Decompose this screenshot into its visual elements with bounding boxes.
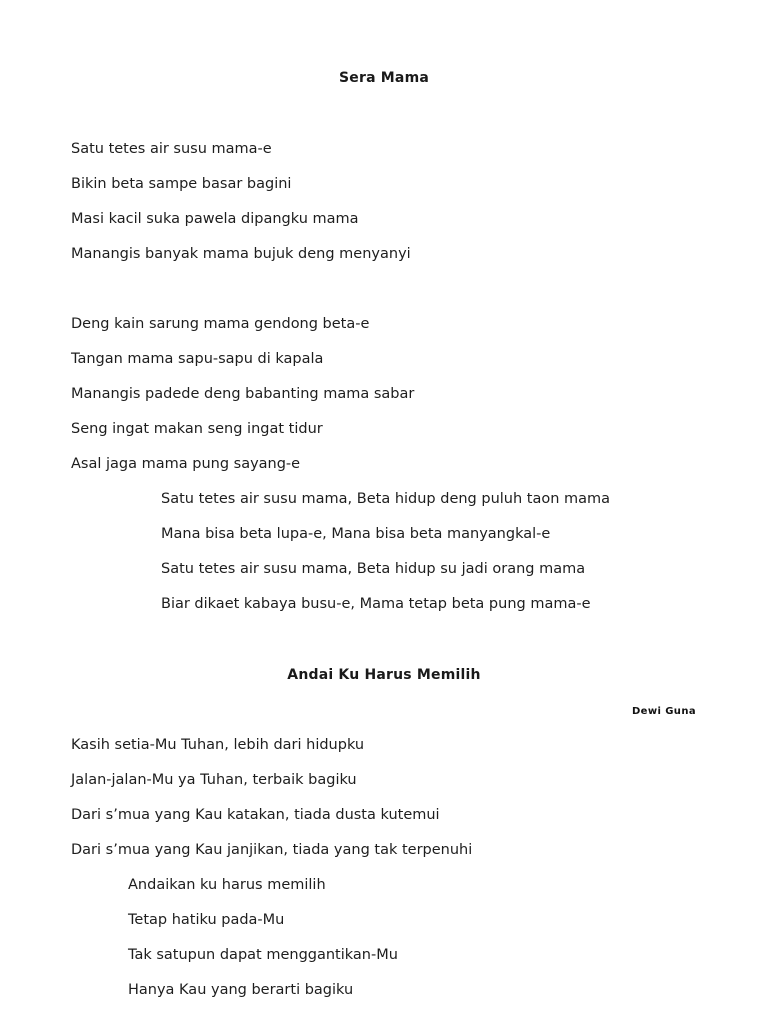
song-author: Dewi Guna bbox=[631, 706, 696, 717]
song-title: Andai Ku Harus Memilih bbox=[287, 667, 481, 683]
lyric-line: Dari s’mua yang Kau janjikan, tiada yang tak terpenuhi bbox=[71, 842, 473, 858]
lyric-line: Deng kain sarung mama gendong beta-e bbox=[71, 316, 370, 332]
lyric-line: Manangis banyak mama bujuk deng menyanyi bbox=[71, 246, 411, 262]
lyric-line: Seng ingat makan seng ingat tidur bbox=[71, 421, 323, 437]
chorus-line: Satu tetes air susu mama, Beta hidup deng puluh taon mama bbox=[161, 491, 611, 507]
lyric-line: Satu tetes air susu mama-e bbox=[71, 141, 272, 157]
lyric-line: Dari s’mua yang Kau katakan, tiada dusta kutemui bbox=[71, 807, 440, 823]
lyric-line: Bikin beta sampe basar bagini bbox=[71, 176, 292, 192]
lyric-line: Jalan-jalan-Mu ya Tuhan, terbaik bagiku bbox=[71, 772, 357, 788]
song-title: Sera Mama bbox=[338, 70, 430, 86]
chorus-line: Satu tetes air susu mama, Beta hidup su jadi orang mama bbox=[161, 561, 586, 577]
chorus-line: Biar dikaet kabaya busu-e, Mama tetap beta pung mama-e bbox=[161, 596, 591, 612]
lyric-line: Tangan mama sapu-sapu di kapala bbox=[71, 351, 324, 367]
chorus-line: Hanya Kau yang berarti bagiku bbox=[128, 982, 354, 998]
chorus-line: Mana bisa beta lupa-e, Mana bisa beta manyangkal-e bbox=[161, 526, 551, 542]
lyric-line: Masi kacil suka pawela dipangku mama bbox=[71, 211, 359, 227]
lyric-line: Kasih setia-Mu Tuhan, lebih dari hidupku bbox=[71, 737, 365, 753]
chorus-line: Andaikan ku harus memilih bbox=[128, 877, 326, 893]
lyric-line: Asal jaga mama pung sayang-e bbox=[71, 456, 301, 472]
chorus-line: Tak satupun dapat menggantikan-Mu bbox=[128, 947, 398, 963]
chorus-line: Tetap hatiku pada-Mu bbox=[128, 912, 285, 928]
lyric-line: Manangis padede deng babanting mama sabar bbox=[71, 386, 415, 402]
